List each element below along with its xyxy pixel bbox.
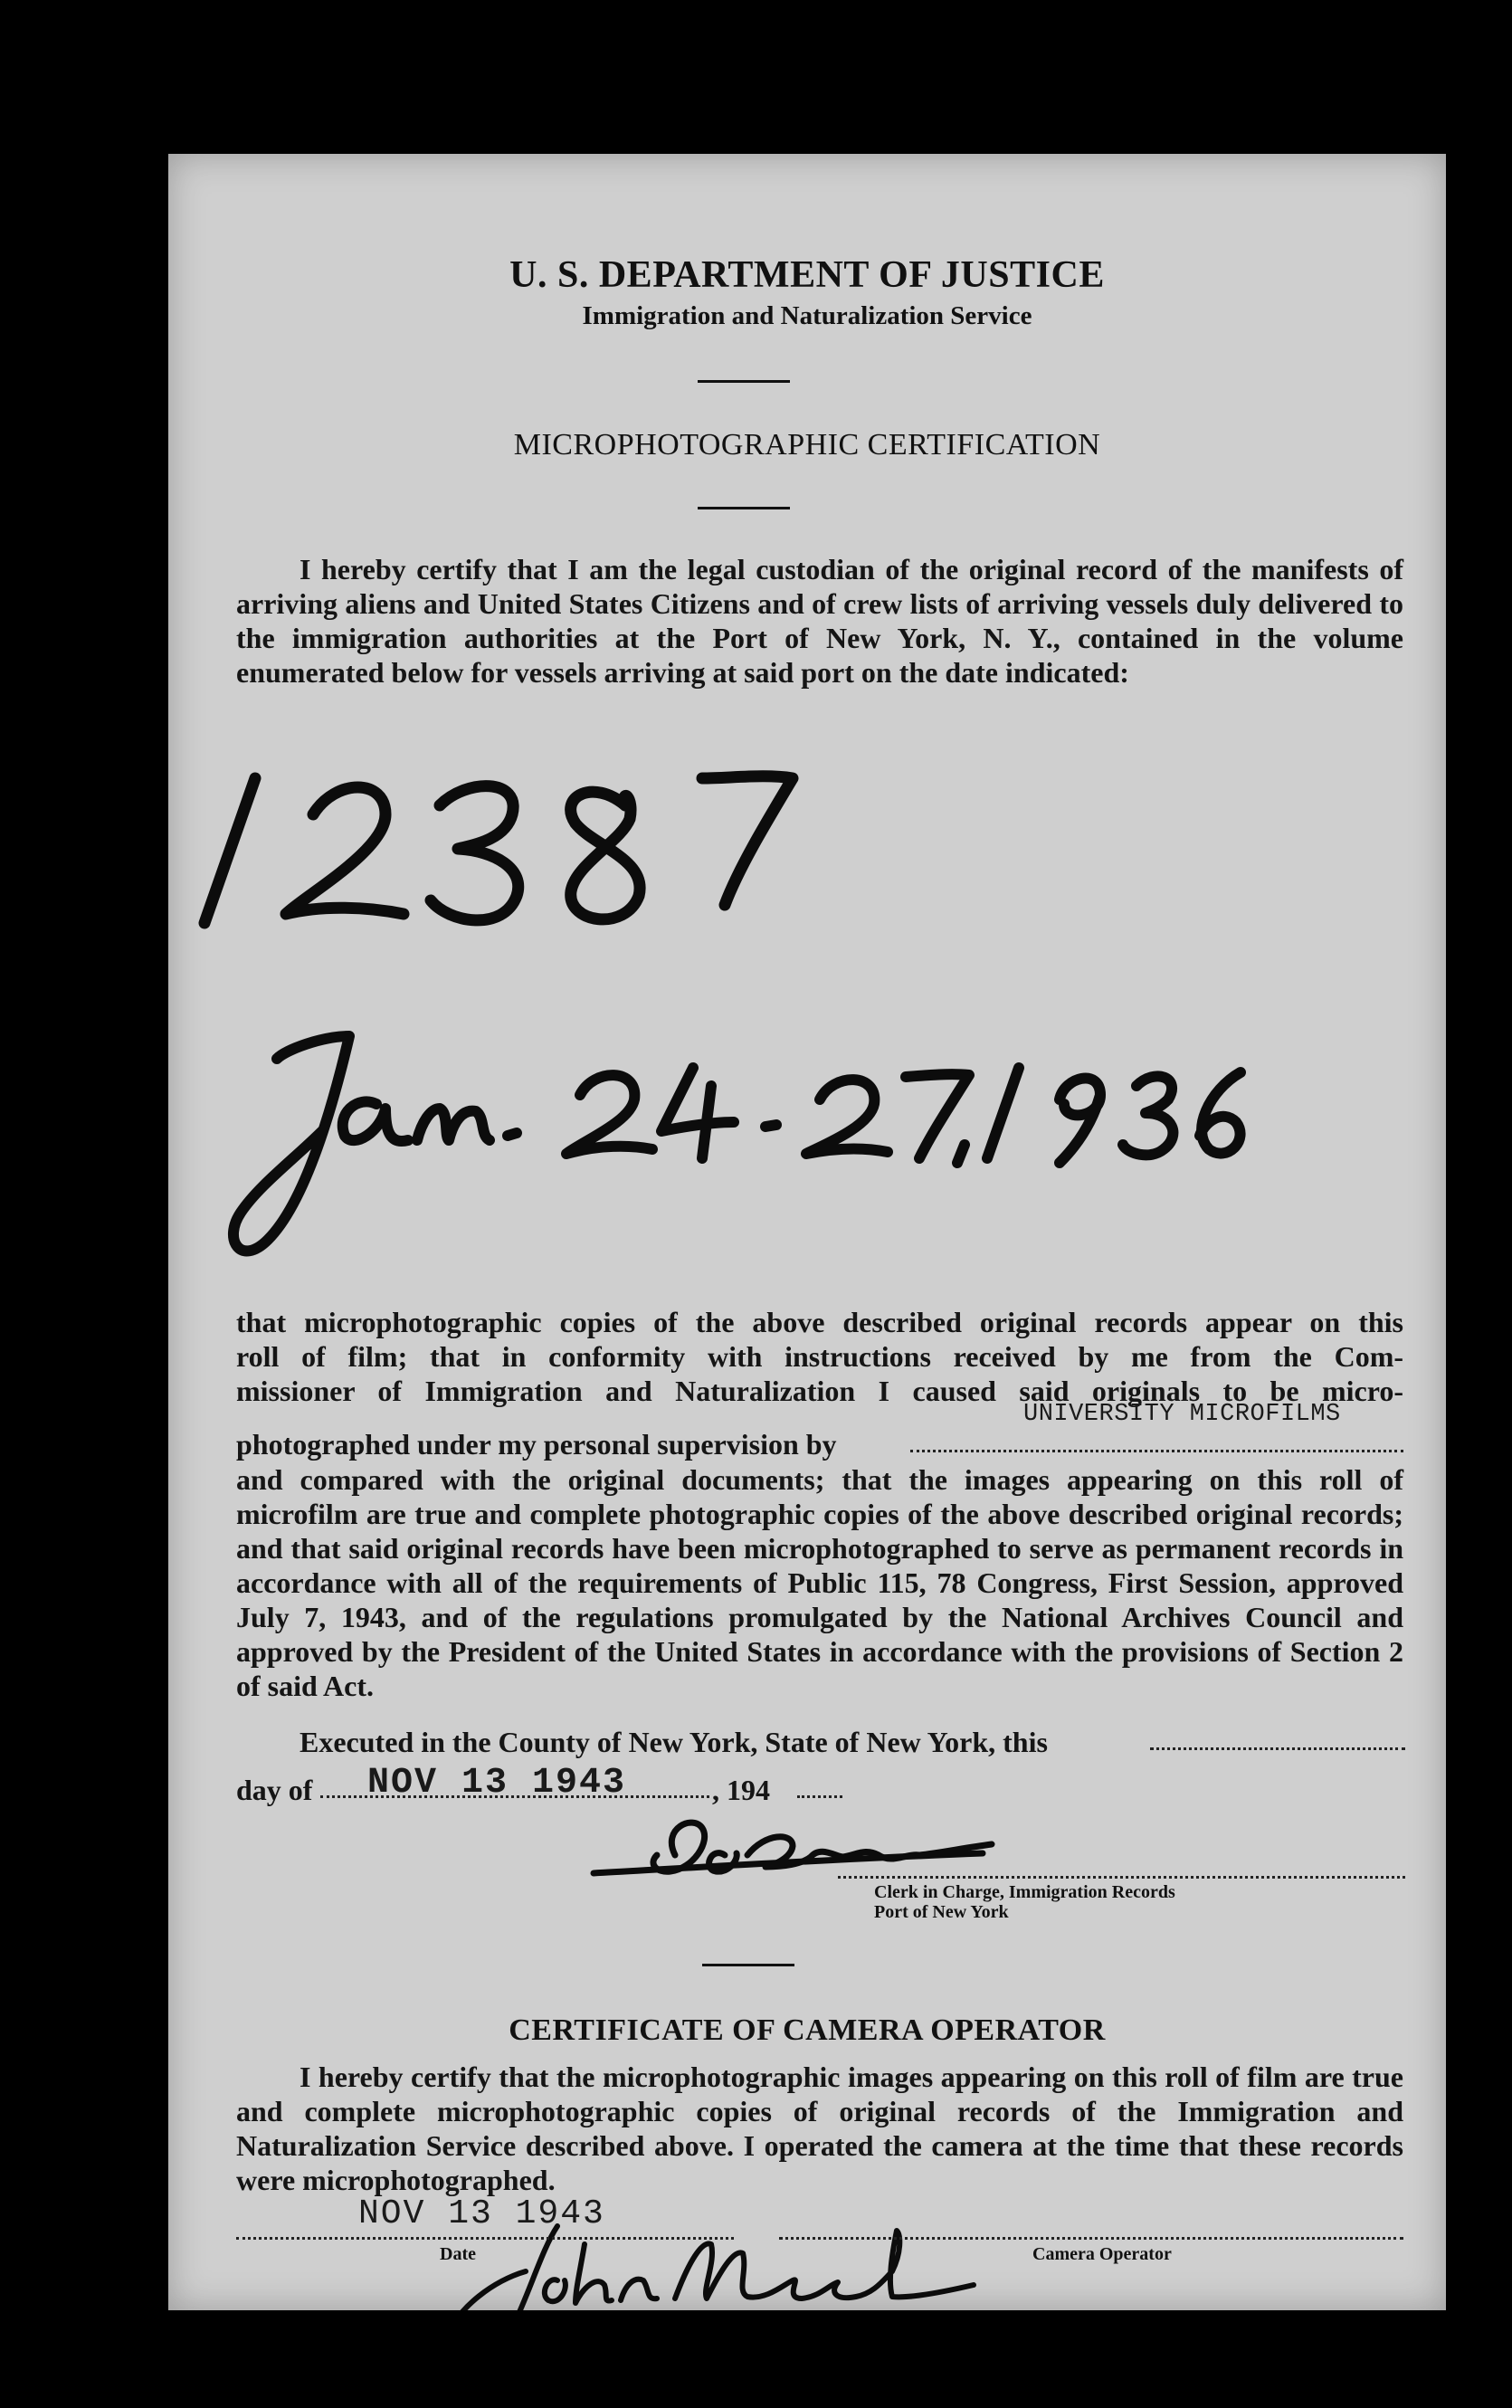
photographed-by-dotted-line	[910, 1450, 1403, 1452]
service-subheading: Immigration and Naturalization Service	[582, 301, 1032, 330]
executed-dotted-line	[1150, 1747, 1405, 1750]
operator-certificate-title: CERTIFICATE OF CAMERA OPERATOR	[509, 2013, 1106, 2047]
body-paragraph-rest: and compared with the original documents; that the images appearing on this roll of microfilm are true and complete photographic copies of the above described original records; and that said original records have been microphotographed to serve as permanent records in accordance with all of the requirements of Public 115, 78 Congress, First Session, approved July 7, 1943, and of the regulations promulgated by the National Archives Council and approved by the President of the United States in accordance with the provisions of Section 2 of said Act.	[236, 1463, 1403, 1702]
certificate-page	[168, 154, 1446, 2310]
date-label: Date	[440, 2244, 476, 2264]
clerk-signature	[594, 1823, 992, 1873]
executed-text: Executed in the County of New York, State of New York, this	[300, 1726, 1048, 1758]
body-paragraph-line: that microphotographic copies of the above described original records appear on this	[236, 1306, 1403, 1338]
photographed-by-stamp: UNIVERSITY MICROFILMS	[1023, 1401, 1341, 1428]
year-label: , 194	[712, 1774, 770, 1806]
photographed-by-label: photographed under my personal supervision by	[236, 1428, 837, 1461]
clerk-signature-line	[838, 1876, 1405, 1879]
date-range-handwriting	[233, 1036, 1241, 1251]
day-of-label: day of	[236, 1774, 313, 1806]
intro-paragraph: I hereby certify that I am the legal custodian of the original record of the manifests of arriving aliens and United States Citizens and of crew lists of arriving vessels duly delivered to the immigration authorities at the Port of New York, N. Y., contained in the volume enumerated below for vessels arriving at said port on the date indicated:	[236, 553, 1403, 689]
department-heading: U. S. DEPARTMENT OF JUSTICE	[509, 254, 1105, 296]
operator-dotted-line	[779, 2237, 1403, 2240]
operator-paragraph: I hereby certify that the microphotographic images appearing on this roll of film are true and complete microphotographic copies of original records of the Immigration and Naturalization Service described above. I operated the camera at the time that these records were microphotographed.	[236, 2061, 1403, 2196]
clerk-port: Port of New York	[874, 1902, 1009, 1922]
operator-stamp-date: NOV 13 1943	[358, 2194, 605, 2233]
date-dotted-line	[236, 2237, 734, 2240]
body-paragraph-line: missioner of Immigration and Naturalization I caused said originals to be micro-	[236, 1375, 1403, 1407]
handwriting-layer	[168, 154, 1446, 2310]
certification-title: MICROPHOTOGRAPHIC CERTIFICATION	[513, 428, 1101, 462]
divider-rule	[702, 1964, 794, 1966]
clerk-title: Clerk in Charge, Immigration Records	[874, 1882, 1175, 1902]
year-dotted-line	[797, 1795, 842, 1798]
camera-operator-label: Camera Operator	[1032, 2244, 1172, 2264]
body-paragraph-line: roll of film; that in conformity with instructions received by me from the Com-	[236, 1340, 1403, 1373]
executed-stamp-date: NOV 13 1943	[367, 1763, 627, 1804]
volume-number-handwriting	[204, 776, 793, 923]
